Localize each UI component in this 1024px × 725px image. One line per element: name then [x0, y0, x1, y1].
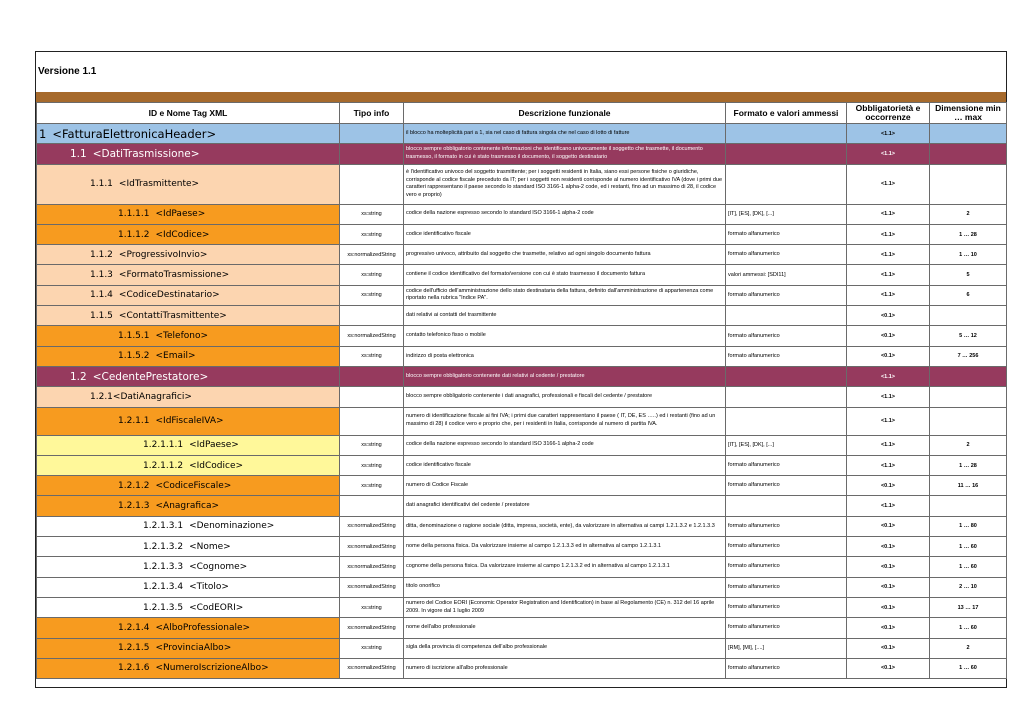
- table-row: [37, 455, 1007, 475]
- dimension-cell: 2 … 10: [930, 577, 1007, 597]
- occurrence-cell: <1.1>: [847, 387, 930, 407]
- dimension-cell: 1 … 10: [930, 245, 1007, 265]
- format-cell: [726, 124, 847, 144]
- occurrence-cell: <0.1>: [847, 306, 930, 326]
- description-cell: dati relativi ai contatti del trasmittente: [404, 306, 726, 326]
- dimension-cell: [930, 387, 1007, 407]
- dimension-cell: 1 … 60: [930, 537, 1007, 557]
- dimension-cell: 1 … 80: [930, 516, 1007, 536]
- tipo-cell: [340, 496, 404, 516]
- table-row: [37, 265, 1007, 285]
- tipo-cell: xs:string: [340, 204, 404, 224]
- occurrence-cell: <0.1>: [847, 516, 930, 536]
- description-cell: nome dell'albo professionale: [404, 618, 726, 638]
- tag-name-cell: [37, 597, 340, 617]
- description-cell: è l'identificativo univoco del soggetto trasmittente; per i soggetti residenti in Italia, siano essi persone fisiche o giuridiche, corrisponde al codice fiscale preceduto da IT; per i soggetti non residenti corrisponde al numero identificativo IVA (dove i primi due caratteri rappresentano il paese secondo lo standard ISO 3166-1 alpha-2 code, ed i restanti, fino ad un massimo di 28, il codice vero e proprio): [404, 164, 726, 204]
- occurrence-cell: <0.1>: [847, 597, 930, 617]
- dimension-cell: 13 … 17: [930, 597, 1007, 617]
- tag-name-cell: [37, 577, 340, 597]
- tag-id: 1: [39, 126, 47, 141]
- table-row: [37, 435, 1007, 455]
- table-row: [37, 124, 1007, 144]
- format-cell: [726, 306, 847, 326]
- tag-id: 1.2.1.3.4: [143, 582, 184, 593]
- format-cell: [IT], [ES], [DK], [...]: [726, 204, 847, 224]
- tag-label: <Denominazione>: [189, 521, 275, 532]
- tipo-cell: [340, 124, 404, 144]
- tag-table: [36, 102, 1007, 679]
- occurrence-cell: <1.1>: [847, 435, 930, 455]
- table-row: [37, 366, 1007, 386]
- tag-id: 1.1.5.1: [118, 331, 150, 342]
- dimension-cell: 7 … 256: [930, 346, 1007, 366]
- description-cell: contiene il codice identificativo del formato/versione con cui è stato trasmesso il documento fattura: [404, 265, 726, 285]
- tag-name-cell: [37, 346, 340, 366]
- tipo-cell: xs:normalizedString: [340, 245, 404, 265]
- format-cell: formato alfanumerico: [726, 326, 847, 346]
- tag-label: <IdPaese>: [189, 440, 239, 451]
- tag-id: 1.2.1.6: [118, 663, 150, 674]
- tipo-cell: xs:string: [340, 597, 404, 617]
- table-row: [37, 597, 1007, 617]
- table-row: [37, 144, 1007, 164]
- tag-label: <DatiAnagrafici>: [112, 391, 192, 402]
- table-row: [37, 387, 1007, 407]
- tag-id: 1.1.2: [90, 249, 113, 260]
- tag-id: 1.1: [70, 147, 87, 160]
- tag-label: <Telefono>: [155, 331, 209, 342]
- tag-name-cell: [37, 224, 340, 244]
- occurrence-cell: <1.1>: [847, 455, 930, 475]
- column-header-tipo: Tipo info: [340, 103, 404, 124]
- dimension-cell: 1 … 28: [930, 455, 1007, 475]
- tag-id: 1.2.1.4: [118, 622, 150, 633]
- tag-name-cell: [37, 387, 340, 407]
- table-row: [37, 618, 1007, 638]
- dimension-cell: [930, 306, 1007, 326]
- column-header-obbligatorieta: Obbligatorietà e occorrenze: [847, 103, 930, 124]
- occurrence-cell: <0.1>: [847, 476, 930, 496]
- tipo-cell: xs:string: [340, 455, 404, 475]
- tipo-cell: xs:normalizedString: [340, 658, 404, 678]
- table-row: [37, 658, 1007, 678]
- format-cell: formato alfanumerico: [726, 455, 847, 475]
- tag-id: 1.1.1.2: [118, 229, 150, 240]
- dimension-cell: 6: [930, 285, 1007, 305]
- tag-id: 1.1.1: [90, 179, 113, 190]
- tag-id: 1.1.3: [90, 270, 113, 281]
- table-row: [37, 164, 1007, 204]
- dimension-cell: [930, 164, 1007, 204]
- tag-label: <CodiceDestinatario>: [118, 290, 220, 301]
- tag-label: <Email>: [155, 351, 196, 362]
- dimension-cell: 5: [930, 265, 1007, 285]
- format-cell: [726, 164, 847, 204]
- description-cell: sigla della provincia di competenza dell'albo professionale: [404, 638, 726, 658]
- occurrence-cell: <1.1>: [847, 124, 930, 144]
- tag-name-cell: [37, 455, 340, 475]
- occurrence-cell: <1.1>: [847, 265, 930, 285]
- table-row: [37, 496, 1007, 516]
- tag-name-cell: [37, 326, 340, 346]
- tipo-cell: xs:normalizedString: [340, 516, 404, 536]
- tag-label: <DatiTrasmissione>: [92, 147, 200, 160]
- dimension-cell: 1 … 60: [930, 557, 1007, 577]
- dimension-cell: 1 … 60: [930, 618, 1007, 638]
- format-cell: formato alfanumerico: [726, 285, 847, 305]
- tag-label: <Cognome>: [189, 561, 248, 572]
- format-cell: [726, 144, 847, 164]
- format-cell: formato alfanumerico: [726, 618, 847, 638]
- format-cell: formato alfanumerico: [726, 658, 847, 678]
- occurrence-cell: <0.1>: [847, 557, 930, 577]
- description-cell: numero del Codice EORI (Economic Operator Registration and Identification) in base al Regolamento (CE) n. 312 del 16 aprile 2009. In vigore dal 1 luglio 2009: [404, 597, 726, 617]
- header-separator-bar: [36, 92, 1006, 102]
- column-header-dimensione: Dimensione min … max: [930, 103, 1007, 124]
- tag-name-cell: [37, 124, 340, 144]
- dimension-cell: 2: [930, 435, 1007, 455]
- tag-label: <ProvinciaAlbo>: [155, 643, 232, 654]
- tag-label: <Titolo>: [189, 582, 229, 593]
- occurrence-cell: <1.1>: [847, 144, 930, 164]
- tag-label: <Anagrafica>: [155, 501, 220, 512]
- tag-name-cell: [37, 407, 340, 435]
- format-cell: formato alfanumerico: [726, 597, 847, 617]
- description-cell: codice della nazione espresso secondo lo standard ISO 3166-1 alpha-2 code: [404, 204, 726, 224]
- dimension-cell: 2: [930, 204, 1007, 224]
- dimension-cell: 1 … 28: [930, 224, 1007, 244]
- format-cell: valori ammessi: [SDI11]: [726, 265, 847, 285]
- tipo-cell: xs:string: [340, 285, 404, 305]
- tag-id: 1.2.1.2: [118, 480, 150, 491]
- occurrence-cell: <1.1>: [847, 164, 930, 204]
- column-header-descrizione: Descrizione funzionale: [404, 103, 726, 124]
- dimension-cell: [930, 407, 1007, 435]
- format-cell: formato alfanumerico: [726, 245, 847, 265]
- occurrence-cell: <0.1>: [847, 658, 930, 678]
- tag-name-cell: [37, 658, 340, 678]
- tag-name-cell: [37, 516, 340, 536]
- tag-name-cell: [37, 618, 340, 638]
- tag-name-cell: [37, 164, 340, 204]
- dimension-cell: [930, 496, 1007, 516]
- table-row: [37, 245, 1007, 265]
- tag-label: <Nome>: [189, 541, 231, 552]
- tipo-cell: xs:normalizedString: [340, 618, 404, 638]
- tag-label: <IdCodice>: [155, 229, 210, 240]
- occurrence-cell: <1.1>: [847, 224, 930, 244]
- occurrence-cell: <1.1>: [847, 204, 930, 224]
- tipo-cell: [340, 387, 404, 407]
- tipo-cell: xs:normalizedString: [340, 537, 404, 557]
- format-cell: formato alfanumerico: [726, 224, 847, 244]
- tipo-cell: xs:string: [340, 265, 404, 285]
- table-row: [37, 306, 1007, 326]
- format-cell: formato alfanumerico: [726, 516, 847, 536]
- description-cell: numero di identificazione fiscale ai fini IVA; i primi due caratteri rappresentano il paese ( IT, DE, ES …..) ed i restanti (fino ad un massimo di 28) il codice vero e proprio che, per i residenti in Italia, corrisponde al numero di partita IVA.: [404, 407, 726, 435]
- occurrence-cell: <1.1>: [847, 245, 930, 265]
- tag-label: <ContattiTrasmittente>: [118, 310, 227, 321]
- tag-id: 1.2.1.3.1: [143, 521, 184, 532]
- tipo-cell: xs:normalizedString: [340, 557, 404, 577]
- table-row: [37, 204, 1007, 224]
- table-row: [37, 638, 1007, 658]
- format-cell: [RM], [MI], [....]: [726, 638, 847, 658]
- description-cell: titolo onorifico: [404, 577, 726, 597]
- table-row: [37, 516, 1007, 536]
- tag-name-cell: [37, 557, 340, 577]
- tag-name-cell: [37, 537, 340, 557]
- description-cell: numero di iscrizione all'albo professionale: [404, 658, 726, 678]
- table-row: [37, 476, 1007, 496]
- description-cell: codice identificativo fiscale: [404, 224, 726, 244]
- column-header-id: ID e Nome Tag XML: [37, 103, 340, 124]
- format-cell: [726, 496, 847, 516]
- tipo-cell: [340, 164, 404, 204]
- tag-label: <FormatoTrasmissione>: [118, 270, 230, 281]
- tag-id: 1.2.1: [90, 391, 113, 402]
- tag-name-cell: [37, 144, 340, 164]
- tipo-cell: [340, 144, 404, 164]
- table-row: [37, 224, 1007, 244]
- description-cell: codice dell'ufficio dell'amministrazione dello stato destinataria della fattura, definito dall'amministrazione di appartenenza come riportato nella rubrica "Indice PA".: [404, 285, 726, 305]
- tag-id: 1.1.4: [90, 290, 113, 301]
- table-row: [37, 407, 1007, 435]
- occurrence-cell: <0.1>: [847, 638, 930, 658]
- version-label: Versione 1.1: [38, 66, 97, 77]
- tag-id: 1.2.1.3.2: [143, 541, 184, 552]
- table-row: [37, 346, 1007, 366]
- dimension-cell: [930, 144, 1007, 164]
- dimension-cell: 5 … 12: [930, 326, 1007, 346]
- tipo-cell: xs:normalizedString: [340, 326, 404, 346]
- description-cell: codice identificativo fiscale: [404, 455, 726, 475]
- tipo-cell: xs:string: [340, 638, 404, 658]
- tag-label: <IdTrasmittente>: [118, 179, 200, 190]
- dimension-cell: [930, 124, 1007, 144]
- description-cell: cognome della persona fisica. Da valorizzare insieme al campo 1.2.1.3.2 ed in alternativa al campo 1.2.1.3.1: [404, 557, 726, 577]
- occurrence-cell: <1.1>: [847, 496, 930, 516]
- tag-label: <IdCodice>: [189, 460, 244, 471]
- tag-id: 1.2.1.1.1: [143, 440, 184, 451]
- table-row: [37, 285, 1007, 305]
- description-cell: codice della nazione espresso secondo lo standard ISO 3166-1 alpha-2 code: [404, 435, 726, 455]
- description-cell: contatto telefonico fisso o mobile: [404, 326, 726, 346]
- description-cell: nome della persona fisica. Da valorizzare insieme al campo 1.2.1.3.3 ed in alternativa al campo 1.2.1.3.1: [404, 537, 726, 557]
- occurrence-cell: <1.1>: [847, 366, 930, 386]
- occurrence-cell: <0.1>: [847, 326, 930, 346]
- occurrence-cell: <0.1>: [847, 577, 930, 597]
- table-row: [37, 557, 1007, 577]
- tag-id: 1.2.1.1.2: [143, 460, 184, 471]
- tag-name-cell: [37, 204, 340, 224]
- tag-name-cell: [37, 306, 340, 326]
- occurrence-cell: <0.1>: [847, 537, 930, 557]
- tag-name-cell: [37, 366, 340, 386]
- tag-id: 1.2.1.3.3: [143, 561, 184, 572]
- format-cell: [726, 366, 847, 386]
- format-cell: formato alfanumerico: [726, 476, 847, 496]
- tipo-cell: [340, 366, 404, 386]
- tipo-cell: xs:string: [340, 435, 404, 455]
- tag-id: 1.1.5.2: [118, 351, 150, 362]
- tag-label: <CodiceFiscale>: [155, 480, 232, 491]
- spreadsheet-sheet: [35, 51, 1007, 688]
- occurrence-cell: <0.1>: [847, 346, 930, 366]
- tag-label: <FatturaElettronicaHeader>: [52, 126, 217, 141]
- tipo-cell: [340, 306, 404, 326]
- tag-id: 1.1.1.1: [118, 209, 150, 220]
- tag-id: 1.2.1.5: [118, 643, 150, 654]
- description-cell: il blocco ha molteplicità pari a 1, sia nel caso di fattura singola che nel caso di lotto di fatture: [404, 124, 726, 144]
- description-cell: indirizzo di posta elettronica: [404, 346, 726, 366]
- tag-name-cell: [37, 638, 340, 658]
- description-cell: progressivo univoco, attribuito dal soggetto che trasmette, relativo ad ogni singolo documento fattura: [404, 245, 726, 265]
- format-cell: [726, 387, 847, 407]
- tipo-cell: xs:string: [340, 476, 404, 496]
- format-cell: formato alfanumerico: [726, 557, 847, 577]
- dimension-cell: 1 … 60: [930, 658, 1007, 678]
- table-row: [37, 577, 1007, 597]
- tag-name-cell: [37, 265, 340, 285]
- tipo-cell: xs:string: [340, 224, 404, 244]
- description-cell: dati anagrafici identificativi del cedente / prestatore: [404, 496, 726, 516]
- tag-label: <NumeroIscrizioneAlbo>: [155, 663, 269, 674]
- tag-label: <CedentePrestatore>: [92, 370, 209, 383]
- format-cell: formato alfanumerico: [726, 577, 847, 597]
- dimension-cell: [930, 366, 1007, 386]
- tipo-cell: [340, 407, 404, 435]
- tipo-cell: xs:normalizedString: [340, 577, 404, 597]
- tag-id: 1.2.1.3.5: [143, 602, 184, 613]
- table-row: [37, 537, 1007, 557]
- format-cell: [IT], [ES], [DK], [...]: [726, 435, 847, 455]
- dimension-cell: 2: [930, 638, 1007, 658]
- tag-id: 1.2.1.3: [118, 501, 150, 512]
- tag-label: <ProgressivoInvio>: [118, 249, 208, 260]
- tag-label: <CodEORI>: [189, 602, 244, 613]
- tag-name-cell: [37, 245, 340, 265]
- tag-id: 1.2: [70, 370, 87, 383]
- description-cell: numero di Codice Fiscale: [404, 476, 726, 496]
- description-cell: blocco sempre obbligatorio contenente dati relativi al cedente / prestatore: [404, 366, 726, 386]
- tag-name-cell: [37, 496, 340, 516]
- tipo-cell: xs:string: [340, 346, 404, 366]
- table-header-row: [37, 103, 1007, 124]
- tag-id: 1.1.5: [90, 310, 113, 321]
- tag-name-cell: [37, 285, 340, 305]
- tag-id: 1.2.1.1: [118, 416, 150, 427]
- table-row: [37, 326, 1007, 346]
- tag-name-cell: [37, 435, 340, 455]
- description-cell: blocco sempre obbligatorio contenente i dati anagrafici, professionali e fiscali del cedente / prestatore: [404, 387, 726, 407]
- tag-name-cell: [37, 476, 340, 496]
- tag-label: <IdFiscaleIVA>: [155, 416, 224, 427]
- format-cell: formato alfanumerico: [726, 537, 847, 557]
- occurrence-cell: <1.1>: [847, 407, 930, 435]
- description-cell: ditta, denominazione o ragione sociale (ditta, impresa, società, ente), da valorizzare in alternativa ai campi 1.2.1.3.2 e 1.2.1.3.3: [404, 516, 726, 536]
- description-cell: blocco sempre obbligatorio contenente informazioni che identificano univocamente il soggetto che trasmette, il documento trasmesso, il formato in cui è stato trasmesso il documento, il soggetto destinatario: [404, 144, 726, 164]
- tag-label: <IdPaese>: [155, 209, 206, 220]
- tag-label: <AlboProfessionale>: [155, 622, 251, 633]
- column-header-formato: Formato e valori ammessi: [726, 103, 847, 124]
- occurrence-cell: <0.1>: [847, 618, 930, 638]
- occurrence-cell: <1.1>: [847, 285, 930, 305]
- format-cell: formato alfanumerico: [726, 346, 847, 366]
- format-cell: [726, 407, 847, 435]
- dimension-cell: 11 … 16: [930, 476, 1007, 496]
